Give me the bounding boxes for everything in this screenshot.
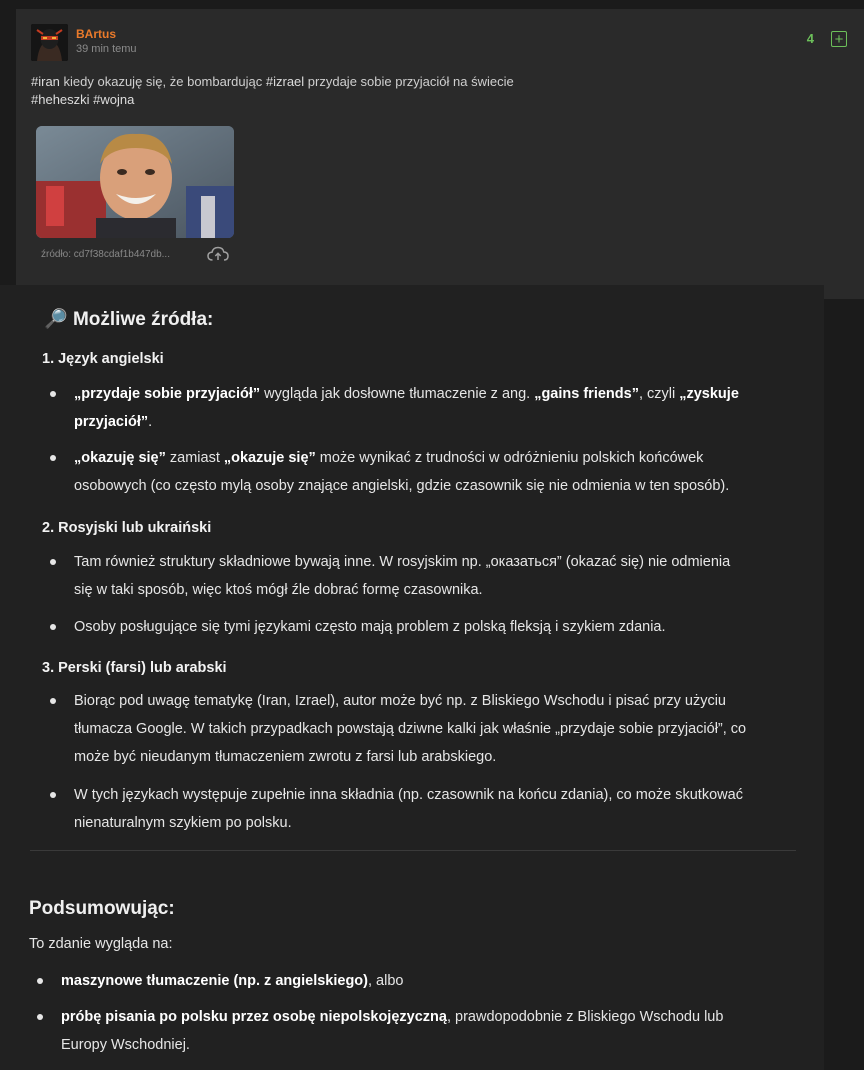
image-source[interactable]: źródło: cd7f38cdaf1b447db... [41,249,170,260]
section-title: 2. Rosyjski lub ukraiński [42,520,212,536]
plus-icon[interactable] [831,31,847,47]
list-item: Osoby posługujące się tymi językami często mają problem z polską fleksją i szykiem zdania. [74,619,666,635]
vote-count: 4 [806,31,814,46]
summary-intro: To zdanie wygląda na: [29,936,173,952]
list-item: próbę pisania po polsku przez osobę niepolskojęzyczną, prawdopodobnie z Bliskiego Wschodu lub Europy Wschodniej. [61,1009,724,1053]
bullet [50,624,56,630]
bullet [37,1014,43,1020]
hashtag[interactable]: #iran [31,74,60,89]
post-body [31,73,771,109]
sources-heading [44,307,213,331]
list-item: Biorąc pod uwagę tematykę (Iran, Izrael), autor może być np. z Bliskiego Wschodu i pisać przy użyciu tłumacza Google. W takich przypadkach powstają dziwne kalki jak właśnie „przydaje sobie przyjaciół”, co może być nieudanym tłumaczeniem zwrotu z farsi lub arabskiego. [74,693,747,765]
bullet [50,455,56,461]
post-time: 39 min temu [76,43,137,55]
section-title: 1. Język angielski [42,351,164,367]
bullet [50,559,56,565]
embedded-image[interactable] [36,126,234,238]
bullet [50,698,56,704]
avatar[interactable] [31,24,68,61]
hashtag[interactable]: #heheszki [31,92,90,107]
bullet [50,391,56,397]
summary-heading: Podsumowując: [29,898,175,919]
bullet [37,978,43,984]
answer-panel [0,285,824,1070]
hashtag[interactable]: #wojna [93,92,135,107]
list-item: W tych językach występuje zupełnie inna składnia (np. czasownik na końcu zdania), co może skutkować nienaturalnym szykiem po polsku. [74,787,743,831]
author-name[interactable]: BArtus [76,27,117,41]
hashtag[interactable]: #izrael [265,74,305,89]
plus-label: + [834,30,844,48]
post-text-segment: kiedy okazuję się, że bombardując [59,74,266,89]
list-item: Tam również struktury składniowe bywają inne. W rosyjskim np. „оказаться” (okazać się) nie odmienia się w taki sposób, więc ktoś mógł źle dobrać formę czasownika. [74,554,731,598]
list-item: „okazuję się” zamiast „okazuje się” może wynikać z trudności w odróżnieniu polskich końcówek osobowych (co często mylą osoby znające angielski, gdzie czasownik się nie odmienia w ten sposób). [74,450,730,494]
section-title: 3. Perski (farsi) lub arabski [42,660,227,676]
post-text-segment: przydaje sobie przyjaciół na świecie [304,74,514,89]
magnifier-icon: 🔎 [44,309,68,330]
list-item: „przydaje sobie przyjaciół” wygląda jak dosłowne tłumaczenie z ang. „gains friends”, czyli „zyskuje przyjaciół”. [74,386,739,430]
post-card [16,9,864,299]
divider [30,850,796,851]
list-item: maszynowe tłumaczenie (np. z angielskiego), albo [61,973,404,989]
bullet [50,792,56,798]
cloud-upload-icon[interactable] [207,246,229,262]
sources-heading-text: Możliwe źródła: [72,309,214,330]
